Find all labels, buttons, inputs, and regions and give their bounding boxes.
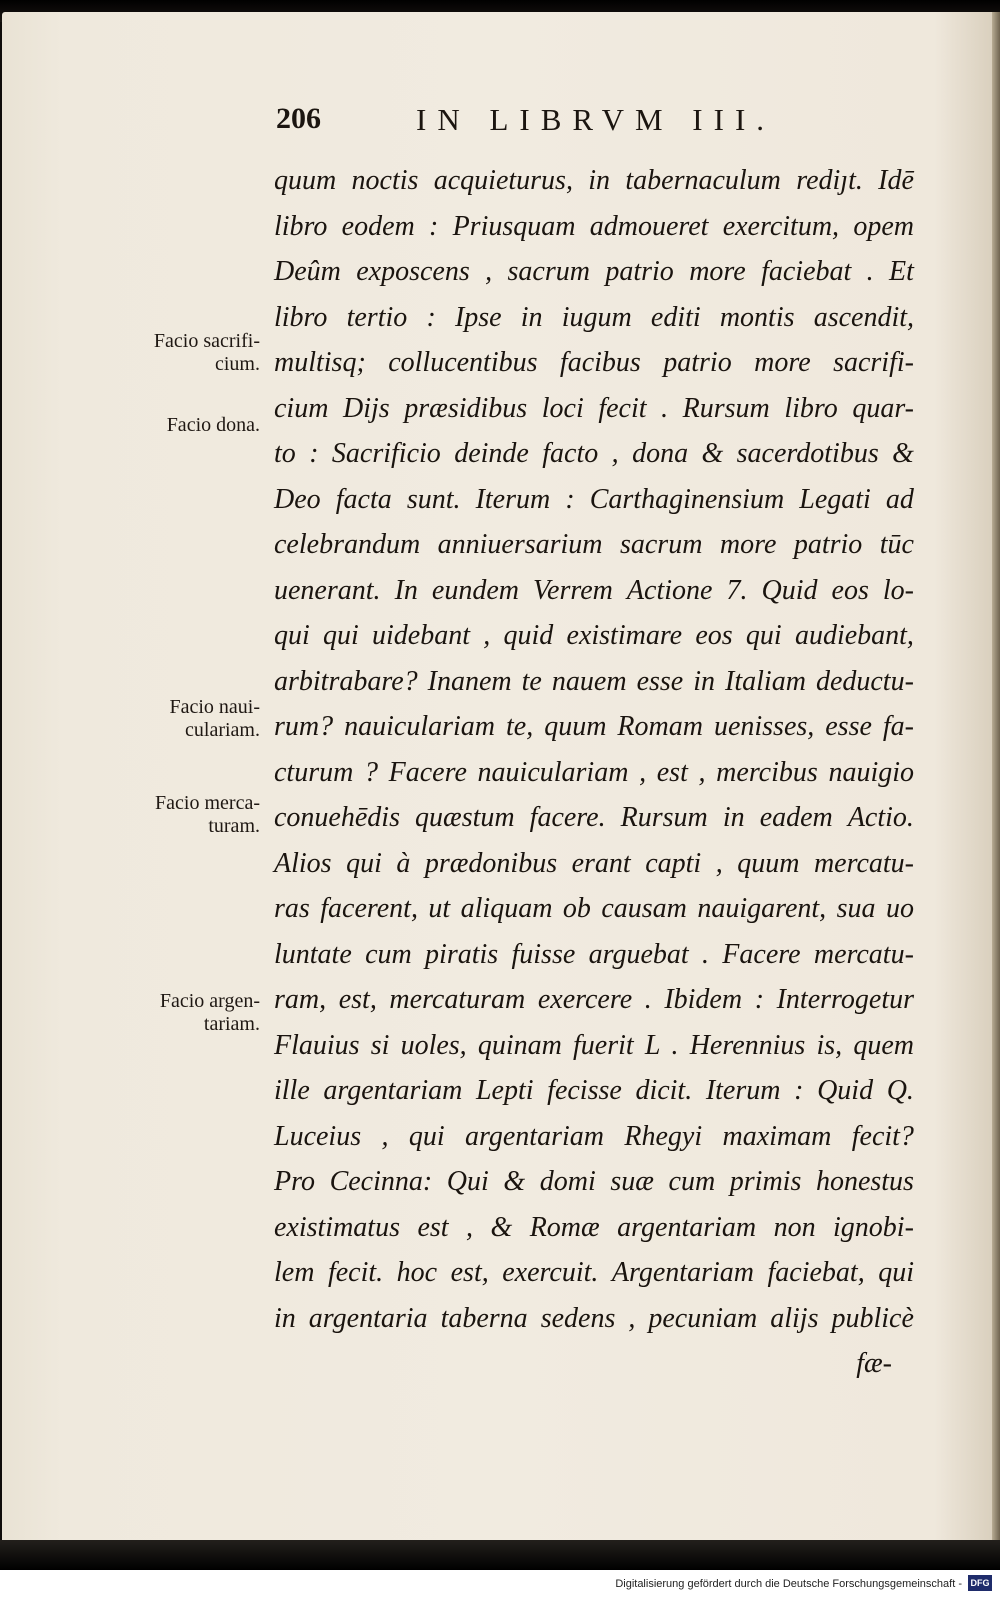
word: ignobi- <box>833 1211 914 1243</box>
word: sacrum <box>507 256 590 287</box>
word: ad <box>885 483 914 515</box>
word: capti <box>645 847 702 879</box>
word: arbitrabare? <box>274 665 418 697</box>
text-line <box>274 841 914 887</box>
word: argentariam <box>617 1211 757 1243</box>
word: cturum <box>274 756 354 788</box>
word: Verrem <box>533 574 613 606</box>
word: non <box>773 1211 816 1243</box>
word: exercitum, <box>722 210 840 242</box>
word: sacrum <box>619 529 703 560</box>
word: luntate <box>274 938 352 970</box>
text-line <box>274 158 914 204</box>
word: . <box>866 256 874 287</box>
word: Quid <box>761 574 818 606</box>
word: domi <box>539 1166 596 1197</box>
word: : <box>426 301 436 333</box>
text-line <box>274 932 914 978</box>
word: est, <box>450 1257 489 1288</box>
word: prædonibus <box>424 847 558 879</box>
word: eodem <box>341 210 415 242</box>
word: erant <box>571 847 631 879</box>
word: argentariam <box>323 1075 463 1106</box>
word: Ibidem <box>664 984 743 1015</box>
word: eos <box>695 620 733 651</box>
word: Iterum <box>475 483 551 515</box>
word: Q. <box>886 1075 914 1106</box>
word: more <box>689 256 746 287</box>
word: libro <box>784 392 838 424</box>
marginal-note-line: Facio dona. <box>166 414 260 436</box>
word: patrio <box>793 529 863 560</box>
word: eadem <box>759 802 833 833</box>
word: , <box>611 438 619 469</box>
word: montis <box>719 301 795 333</box>
word: L <box>644 1029 661 1061</box>
text-line <box>274 886 914 932</box>
word: more <box>754 347 811 378</box>
text-line <box>274 522 914 568</box>
word: : <box>794 1075 804 1106</box>
word: libro <box>274 210 328 242</box>
word: editi <box>650 301 701 333</box>
word: qui <box>274 620 310 651</box>
word: Facere <box>388 756 467 788</box>
word: aliquam <box>460 893 553 924</box>
word: Inanem <box>427 665 512 697</box>
word: suæ <box>610 1166 654 1197</box>
word: Facere <box>722 938 801 970</box>
word: Cecinna: <box>329 1166 433 1197</box>
text-line <box>274 977 914 1023</box>
word: cum <box>668 1166 716 1197</box>
word: Italiam <box>725 665 806 697</box>
text-line <box>274 340 914 386</box>
text-line <box>274 431 914 477</box>
word: Ipse <box>454 301 502 333</box>
word: qui <box>878 1257 914 1288</box>
word: iugum <box>561 301 632 333</box>
text-line <box>274 295 914 341</box>
word: Legati <box>799 483 871 515</box>
word: Rursum <box>620 802 708 833</box>
word: nauigio <box>828 756 914 788</box>
word: uenerant. <box>274 574 381 606</box>
word: lem <box>274 1257 315 1288</box>
word: cum <box>365 938 412 970</box>
word: sedens <box>540 1302 616 1334</box>
word: sacrifi- <box>833 347 914 378</box>
word: Luceius <box>274 1120 362 1152</box>
text-line <box>274 477 914 523</box>
marginal-note-line: turam. <box>208 815 260 837</box>
word: mercibus <box>716 756 818 788</box>
word: patrio <box>663 347 732 378</box>
word: facta <box>335 483 392 515</box>
word: & <box>892 438 914 469</box>
word: est <box>417 1211 449 1243</box>
word: ob <box>562 893 591 924</box>
word: cium <box>274 392 329 424</box>
word: loci <box>541 392 584 424</box>
word: Iterum <box>705 1075 781 1106</box>
word: , <box>628 1302 636 1334</box>
word: Idē <box>878 165 914 196</box>
word: ut <box>428 893 451 924</box>
word: tertio <box>346 301 408 333</box>
word: esse <box>636 665 684 697</box>
word: sunt. <box>406 483 461 515</box>
text-line <box>274 1296 914 1342</box>
word: Lepti <box>475 1075 534 1106</box>
word: ? <box>363 756 378 788</box>
word: & <box>503 1166 526 1197</box>
word: admoueret <box>589 210 709 242</box>
word: Deo <box>274 483 321 515</box>
word: anniuersarium <box>437 529 603 560</box>
word: & <box>490 1211 513 1243</box>
word: facere. <box>529 802 606 833</box>
word: , <box>483 620 491 651</box>
word: uenisses, <box>713 711 815 742</box>
word: lo- <box>882 574 914 606</box>
word: quinam <box>477 1029 562 1061</box>
word: fecit? <box>851 1120 914 1152</box>
word: est, <box>338 984 377 1015</box>
text-line <box>274 1068 914 1114</box>
word: te <box>521 665 542 697</box>
word: Et <box>889 256 914 287</box>
word: est <box>656 756 688 788</box>
word: Actione <box>626 574 713 606</box>
word: in <box>274 1302 296 1334</box>
word: te, <box>505 711 534 742</box>
word: acquieturus, <box>433 165 573 196</box>
word: 7. <box>726 574 748 606</box>
text-line <box>274 613 914 659</box>
page-header <box>276 98 876 138</box>
word: nauigarent, <box>697 893 827 924</box>
word: in <box>693 665 716 697</box>
marginal-note-1 <box>100 330 260 376</box>
word: , <box>639 756 647 788</box>
word: , <box>715 847 723 879</box>
word: & <box>701 438 724 469</box>
word: existimatus <box>274 1211 400 1243</box>
word: Pro <box>274 1166 315 1197</box>
word: honestus <box>815 1166 914 1197</box>
word: eos <box>831 574 869 606</box>
word: existimare <box>566 620 683 651</box>
word: , <box>381 1120 389 1152</box>
word: Carthaginensium <box>589 483 785 515</box>
word: more <box>719 529 777 560</box>
word: to <box>274 438 296 469</box>
word: Flauius <box>274 1029 360 1061</box>
word: eundem <box>431 574 519 606</box>
word: is, <box>816 1029 843 1061</box>
word: rum? <box>274 711 334 742</box>
word: Dijs <box>343 392 390 424</box>
word: à <box>396 847 411 879</box>
word: nauiculariam <box>344 711 495 742</box>
marginal-note-line: Facio naui- <box>169 696 260 718</box>
word: facto <box>542 438 599 469</box>
word: hoc <box>396 1257 438 1288</box>
word: , <box>466 1211 474 1243</box>
footer-bar <box>0 1570 1000 1599</box>
word: Actio. <box>847 802 914 833</box>
word: Quid <box>817 1075 874 1106</box>
word: primis <box>729 1166 802 1197</box>
word: præsidibus <box>404 392 528 424</box>
word: in <box>520 301 543 333</box>
marginal-note-line: Facio sacrifi- <box>153 330 260 352</box>
word: celebrandum <box>274 529 421 560</box>
word: : <box>754 984 765 1015</box>
word: tūc <box>879 529 914 560</box>
word: Romæ <box>529 1211 600 1243</box>
word: arguebat <box>588 938 689 970</box>
text-line <box>274 249 914 295</box>
text-line <box>274 568 914 614</box>
word: , <box>485 256 493 287</box>
word: Rursum <box>682 392 770 424</box>
marginal-note-line: cium. <box>215 353 260 375</box>
word: sacerdotibus <box>736 438 879 469</box>
marginal-note-5 <box>100 990 260 1036</box>
word: publicè <box>831 1302 914 1334</box>
word: patrio <box>605 256 674 287</box>
word: argentaria <box>308 1302 428 1334</box>
text-line <box>274 750 914 796</box>
word: collucentibus <box>388 347 538 378</box>
word: si <box>370 1029 390 1061</box>
word: conuehēdis <box>274 802 400 833</box>
word: facibus <box>559 347 641 378</box>
word: fuisse <box>511 938 576 970</box>
word: Alios <box>274 847 332 879</box>
word: quum <box>274 165 337 196</box>
running-title: IN LIBRVM III. <box>416 102 776 137</box>
word: exercere <box>537 984 633 1015</box>
word: nauiculariam <box>477 756 629 788</box>
word: fa- <box>882 711 914 742</box>
word: deinde <box>454 438 529 469</box>
marginal-note-4 <box>100 792 260 838</box>
word: causam <box>601 893 687 924</box>
word: sua <box>836 893 876 924</box>
word: Argentariam <box>611 1257 754 1288</box>
page-edge-shadow <box>992 12 1000 1565</box>
word: noctis <box>351 165 419 196</box>
word: dona <box>632 438 689 469</box>
marginal-note-line: Facio merca- <box>155 792 260 814</box>
word: exposcens <box>356 256 470 287</box>
word: tabernaculum <box>625 165 781 196</box>
word: . <box>644 984 652 1015</box>
word: multisq; <box>274 347 366 378</box>
word: fecisse <box>547 1075 622 1106</box>
word: uidebant <box>372 620 471 651</box>
word: fecit <box>598 392 647 424</box>
marginal-note-line: Facio argen- <box>159 990 260 1012</box>
word: nauem <box>551 665 627 697</box>
word: rediȷt. <box>796 165 863 196</box>
text-line <box>274 1114 914 1160</box>
word: fecit. <box>327 1257 384 1288</box>
word: quum <box>544 711 607 742</box>
word: facerent, <box>320 893 418 924</box>
word: Priusquam <box>452 210 576 242</box>
word: deductu- <box>815 665 914 697</box>
funding-credit: Digitalisierung gefördert durch die Deutsche Forschungsgemeinschaft - <box>615 1578 962 1590</box>
word: qui <box>323 620 359 651</box>
word: mercatu- <box>813 847 914 879</box>
word: : <box>429 210 439 242</box>
word: . <box>671 1029 679 1061</box>
word: in <box>588 165 611 196</box>
text-line <box>274 1205 914 1251</box>
word: taberna <box>440 1302 528 1334</box>
page-number: 206 <box>276 102 321 135</box>
word: ram, <box>274 984 327 1015</box>
word: Rhegyi <box>624 1120 703 1152</box>
word: qui <box>745 620 782 651</box>
word: Interrogetur <box>776 984 914 1015</box>
word: esse <box>825 711 872 742</box>
word: quid <box>503 620 554 651</box>
text-line <box>274 795 914 841</box>
word: ascendit, <box>813 301 914 333</box>
word: faciebat, <box>767 1257 865 1288</box>
marginal-note-3 <box>100 696 260 742</box>
word: piratis <box>425 938 499 970</box>
word: dicit. <box>635 1075 693 1106</box>
word: libro <box>274 301 328 333</box>
word: faciebat <box>761 256 852 287</box>
word: pecuniam <box>648 1302 758 1334</box>
text-line <box>274 1250 914 1296</box>
catchword: fæ- <box>856 1348 892 1379</box>
word: Qui <box>446 1166 489 1197</box>
word: ras <box>274 893 310 924</box>
word: exercuit. <box>502 1257 599 1288</box>
word: uoles, <box>400 1029 467 1061</box>
word: alijs <box>770 1302 819 1334</box>
text-line <box>274 386 914 432</box>
word: Herennius <box>689 1029 806 1061</box>
word: in <box>722 802 745 833</box>
word: : <box>309 438 319 469</box>
word: . <box>701 938 709 970</box>
text-line <box>274 204 914 250</box>
word: audiebant, <box>794 620 914 651</box>
word: Deûm <box>274 256 341 287</box>
word: argentariam <box>465 1120 604 1152</box>
word: maximam <box>722 1120 832 1152</box>
text-line <box>274 1023 914 1069</box>
text-line <box>274 704 914 750</box>
word: : <box>565 483 575 515</box>
word: ille <box>274 1075 310 1106</box>
marginal-note-2 <box>100 414 260 437</box>
word: uo <box>885 893 914 924</box>
marginal-note-line: culariam. <box>185 719 260 741</box>
dfg-logo: DFG <box>968 1575 992 1591</box>
word: mercatu- <box>813 938 914 970</box>
word: quar- <box>852 392 914 424</box>
text-line <box>274 1159 914 1205</box>
word: . <box>661 392 669 424</box>
text-line <box>274 659 914 705</box>
word: In <box>394 574 418 606</box>
word: qui <box>408 1120 445 1152</box>
word: quum <box>737 847 800 879</box>
word: fuerit <box>572 1029 634 1061</box>
word: Sacrificio <box>331 438 441 469</box>
word: Romam <box>617 711 703 742</box>
main-text-block <box>274 158 914 1387</box>
scan-background-bottom <box>0 1540 1000 1570</box>
word: opem <box>853 210 914 242</box>
word: mercaturam <box>389 984 526 1015</box>
marginal-note-line: tariam. <box>203 1013 260 1035</box>
word: quæstum <box>415 802 515 833</box>
word: , <box>698 756 706 788</box>
word: quem <box>853 1029 914 1061</box>
word: qui <box>346 847 382 879</box>
